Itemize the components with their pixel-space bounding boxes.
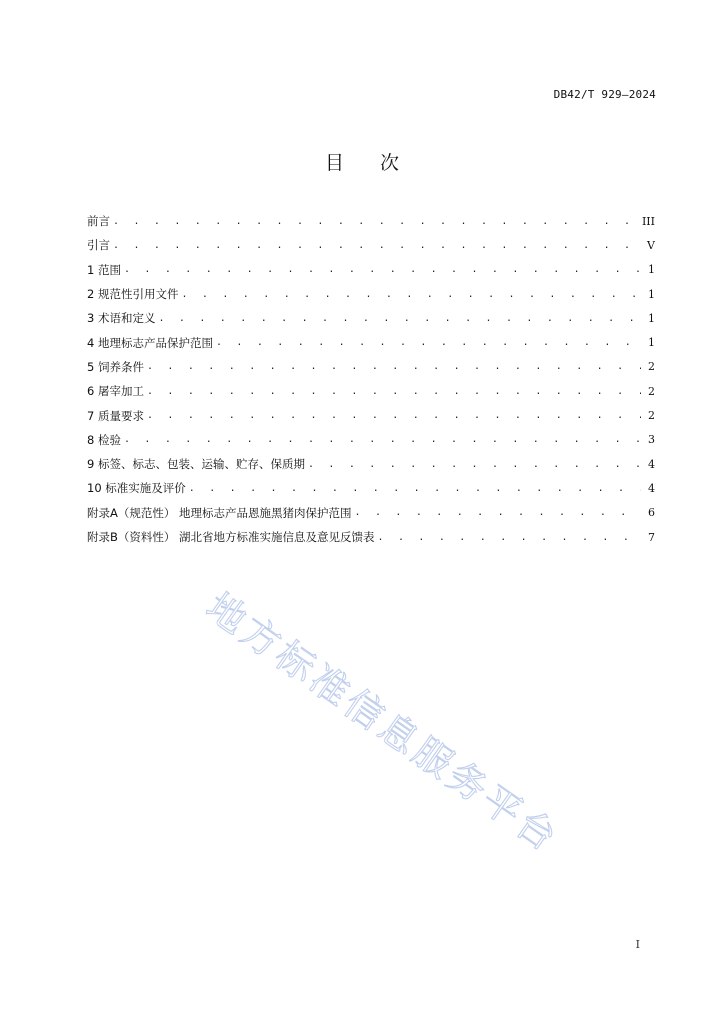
toc-dot-leader bbox=[147, 386, 641, 397]
toc-entry-label: 前言 bbox=[87, 214, 110, 229]
toc-entry-label: 附录B（资料性） 湖北省地方标准实施信息及意见反馈表 bbox=[87, 530, 375, 544]
table-of-contents bbox=[87, 209, 655, 549]
toc-dot-leader bbox=[124, 434, 641, 445]
toc-dot-leader bbox=[216, 337, 641, 348]
toc-dot-leader bbox=[378, 532, 641, 543]
toc-entry-foreword[interactable] bbox=[87, 209, 655, 233]
footer-page-number: I bbox=[635, 938, 640, 951]
toc-entry-page: V bbox=[647, 238, 655, 252]
page-title: 目次 bbox=[324, 152, 435, 174]
toc-entry-label: 5 饲养条件 bbox=[87, 359, 144, 374]
toc-dot-leader bbox=[113, 240, 641, 251]
toc-entry-page: 3 bbox=[648, 433, 655, 447]
toc-entry-quality-requirements[interactable] bbox=[87, 403, 655, 427]
toc-entry-page: 1 bbox=[648, 263, 655, 277]
toc-entry-appendix-b[interactable] bbox=[87, 525, 655, 549]
toc-entry-page: 2 bbox=[648, 360, 655, 374]
toc-entry-label: 引言 bbox=[87, 238, 110, 253]
toc-entry-slaughter-processing[interactable] bbox=[87, 379, 655, 403]
toc-entry-labeling-packaging[interactable] bbox=[87, 452, 655, 476]
toc-entry-page: 4 bbox=[648, 457, 655, 471]
toc-entry-appendix-a[interactable] bbox=[87, 501, 655, 525]
toc-dot-leader bbox=[308, 459, 641, 470]
toc-entry-scope[interactable] bbox=[87, 258, 655, 282]
toc-entry-label: 1 范围 bbox=[87, 262, 121, 277]
watermark: 地方标准信息服务平台 bbox=[198, 584, 568, 862]
toc-entry-inspection[interactable] bbox=[87, 428, 655, 452]
toc-entry-label: 10 标准实施及评价 bbox=[87, 481, 186, 496]
toc-entry-label: 8 检验 bbox=[87, 432, 121, 447]
toc-dot-leader bbox=[124, 264, 641, 275]
toc-entry-label: 2 规范性引用文件 bbox=[87, 287, 179, 302]
toc-entry-implementation-evaluation[interactable] bbox=[87, 476, 655, 500]
toc-entry-page: 4 bbox=[648, 481, 655, 495]
toc-entry-label: 7 质量要求 bbox=[87, 408, 144, 423]
toc-entry-label: 9 标签、标志、包装、运输、贮存、保质期 bbox=[87, 457, 305, 472]
toc-entry-label: 4 地理标志产品保护范围 bbox=[87, 335, 213, 350]
toc-entry-page: 1 bbox=[648, 311, 655, 325]
toc-entry-introduction[interactable] bbox=[87, 233, 655, 257]
toc-entry-label: 6 屠宰加工 bbox=[87, 384, 144, 399]
toc-entry-page: 2 bbox=[648, 409, 655, 423]
toc-entry-normative-references[interactable] bbox=[87, 282, 655, 306]
toc-dot-leader bbox=[355, 507, 641, 518]
toc-entry-label: 附录A（规范性） 地理标志产品恩施黑猪肉保护范围 bbox=[87, 505, 352, 520]
toc-entry-page: 2 bbox=[648, 384, 655, 398]
toc-dot-leader bbox=[113, 216, 638, 227]
toc-dot-leader bbox=[158, 313, 641, 324]
toc-entry-page: 1 bbox=[648, 287, 655, 301]
toc-entry-page: III bbox=[641, 214, 655, 228]
toc-entry-terms-definitions[interactable] bbox=[87, 306, 655, 330]
toc-entry-page: 6 bbox=[648, 506, 655, 520]
toc-dot-leader bbox=[181, 289, 641, 300]
toc-entry-label: 3 术语和定义 bbox=[87, 311, 156, 326]
toc-entry-protection-scope[interactable] bbox=[87, 330, 655, 354]
document-code: DB42/T 929—2024 bbox=[553, 88, 656, 101]
toc-dot-leader bbox=[147, 410, 641, 421]
toc-dot-leader bbox=[147, 361, 641, 372]
toc-entry-page: 7 bbox=[648, 530, 655, 544]
toc-dot-leader bbox=[189, 483, 641, 494]
toc-entry-page: 1 bbox=[648, 336, 655, 350]
toc-entry-raising-conditions[interactable] bbox=[87, 355, 655, 379]
